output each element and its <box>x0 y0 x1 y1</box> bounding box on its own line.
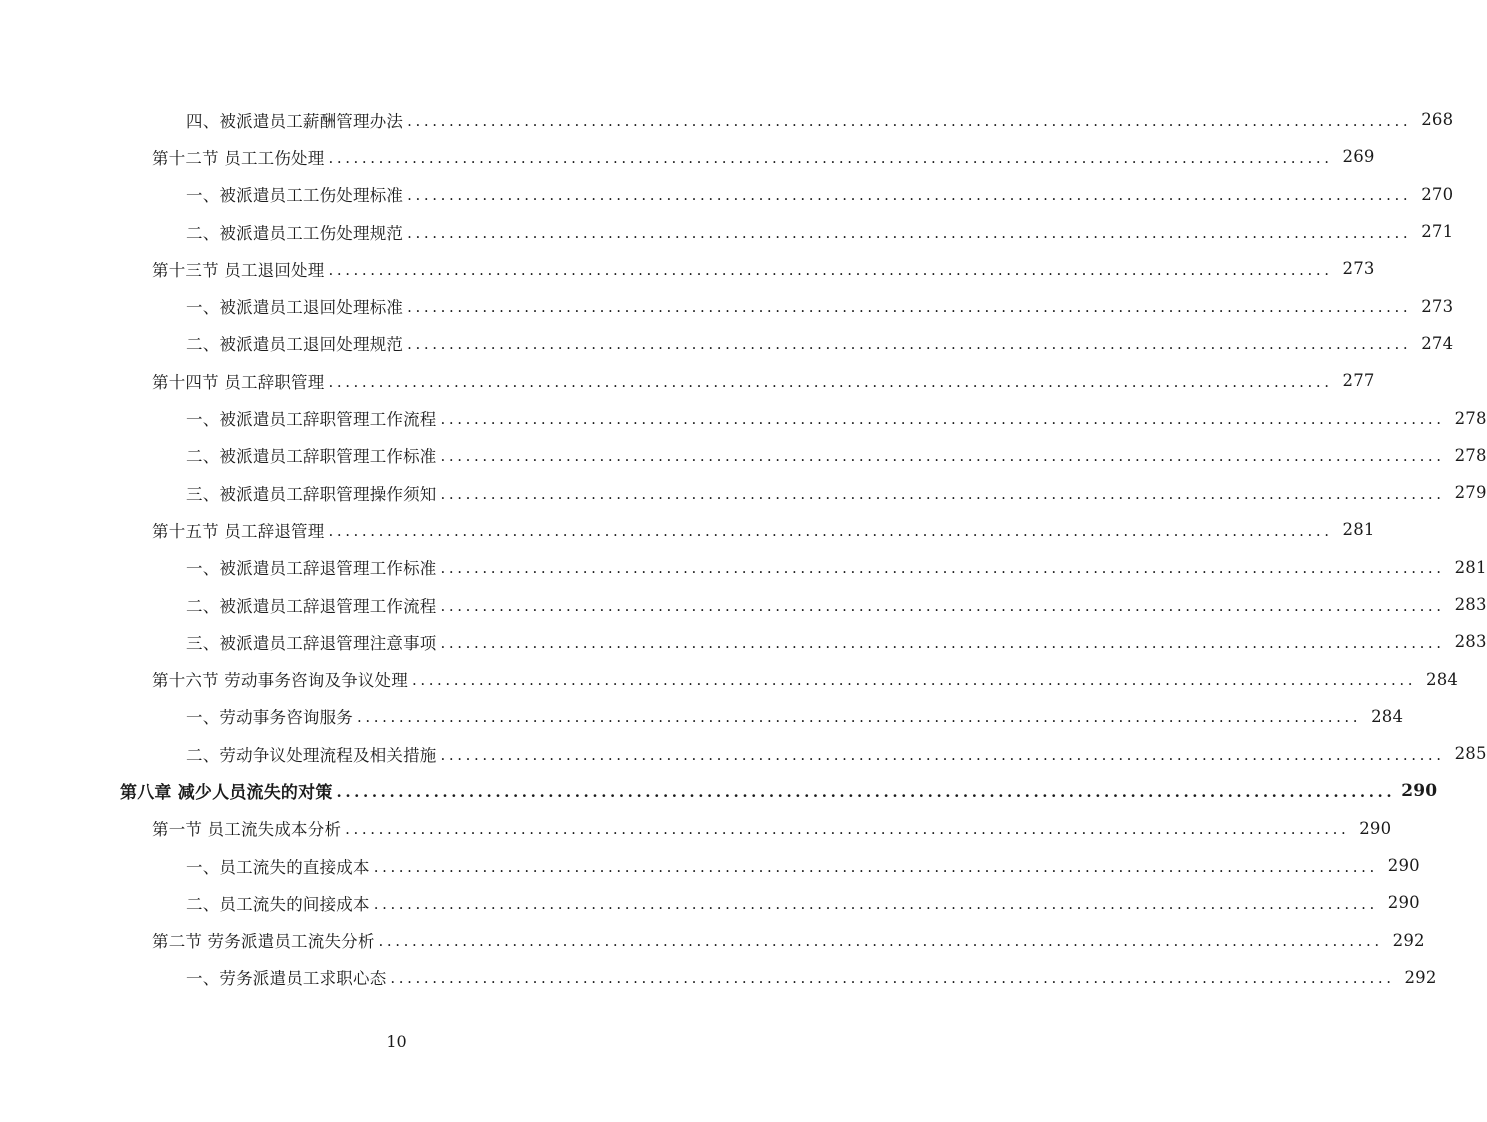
toc-entry-title: 二、劳动争议处理流程及相关措施 <box>186 745 437 765</box>
toc-page-number: 283 <box>1454 632 1487 652</box>
toc-entry-title: 第八章 减少人员流失的对策 <box>120 783 333 804</box>
toc-entry-title: 二、被派遣员工辞职管理工作标准 <box>186 447 437 467</box>
toc-entry-chapter[interactable] <box>0 772 1438 809</box>
toc-entry-title: 一、劳务派遣员工求职心态 <box>186 969 387 989</box>
toc-entry-item[interactable] <box>0 176 1454 213</box>
toc-entry-item[interactable] <box>0 698 1404 735</box>
toc-entry-title: 三、被派遣员工辞职管理操作须知 <box>186 484 437 504</box>
toc-entry-title: 一、被派遣员工工伤处理标准 <box>186 186 404 206</box>
toc-page-number: 283 <box>1454 595 1487 614</box>
toc-dot-leader: ........................................................................................................................ <box>373 857 1378 876</box>
toc-page-number: 290 <box>1401 780 1438 801</box>
toc-entry-title: 第一节 员工流失成本分析 <box>152 820 342 840</box>
toc-dot-leader: ........................................................................................................................ <box>328 521 1333 540</box>
toc-page-number: 268 <box>1421 110 1454 130</box>
toc-page-number: 290 <box>1387 893 1420 913</box>
toc-dot-leader: ........................................................................................................................ <box>440 559 1445 578</box>
toc-dot-leader: ........................................................................................................................ <box>328 372 1333 391</box>
toc-entry-item[interactable] <box>0 287 1454 324</box>
toc-entry-item[interactable] <box>0 586 1487 623</box>
toc-entry-section[interactable] <box>0 922 1425 959</box>
toc-dot-leader: ........................................................................................................................ <box>407 298 1412 317</box>
toc-entry-item[interactable] <box>0 474 1487 511</box>
toc-dot-leader: ........................................................................................................................ <box>440 484 1445 503</box>
toc-dot-leader: ........................................................................................................................ <box>345 820 1350 839</box>
toc-dot-leader: ........................................................................................................................ <box>440 745 1445 764</box>
toc-page-number: 271 <box>1421 222 1454 242</box>
toc-dot-leader: ........................................................................................................................ <box>407 335 1412 354</box>
toc-entry-item[interactable] <box>0 101 1454 138</box>
toc-entry-item[interactable] <box>0 884 1420 921</box>
toc-entry-section[interactable] <box>0 660 1459 697</box>
toc-dot-leader: ........................................................................................................................ <box>407 186 1412 205</box>
toc-entry-item[interactable] <box>0 549 1487 586</box>
toc-entry-title: 第十六节 劳动事务咨询及争议处理 <box>152 671 408 691</box>
toc-entry-title: 一、劳动事务咨询服务 <box>186 708 353 728</box>
toc-entry-item[interactable] <box>0 959 1437 996</box>
toc-page-number: 274 <box>1421 333 1454 353</box>
toc-page-number: 292 <box>1404 967 1437 987</box>
toc-page-number: 292 <box>1392 930 1425 950</box>
toc-dot-leader: ........................................................................................................................ <box>440 447 1445 466</box>
toc-dot-leader: ........................................................................................................................ <box>373 894 1378 913</box>
toc-page-number: 269 <box>1342 147 1375 167</box>
toc-entry-title: 第十三节 员工退回处理 <box>152 260 325 280</box>
page-number: 10 <box>386 1032 407 1051</box>
toc-entry-title: 三、被派遣员工辞退管理注意事项 <box>186 633 437 653</box>
toc-dot-leader: ........................................................................................................................ <box>440 410 1445 429</box>
toc-entry-title: 二、被派遣员工退回处理规范 <box>186 335 404 355</box>
toc-page-number: 290 <box>1387 856 1420 876</box>
toc-dot-leader: ........................................................................................................................ <box>407 111 1412 130</box>
toc-page-number: 270 <box>1421 184 1454 204</box>
toc-entry-title: 二、被派遣员工工伤处理规范 <box>186 223 404 243</box>
toc-entry-section[interactable] <box>0 511 1375 548</box>
toc-entry-section[interactable] <box>0 362 1375 399</box>
toc-page-number: 284 <box>1371 706 1404 726</box>
toc-page-number: 273 <box>1342 259 1375 279</box>
toc-page-number: 273 <box>1421 296 1454 316</box>
toc-dot-leader: ........................................................................................................................ <box>390 969 1395 988</box>
toc-dot-leader: ........................................................................................................................ <box>407 223 1412 242</box>
toc-page-number: 290 <box>1359 818 1392 838</box>
toc-dot-leader: ........................................................................................................................ <box>440 633 1445 652</box>
toc-page-number: 278 <box>1454 445 1487 465</box>
toc-entry-title: 第十五节 员工辞退管理 <box>152 521 325 541</box>
toc-entry-section[interactable] <box>0 250 1375 287</box>
toc-entry-title: 二、员工流失的间接成本 <box>186 894 370 914</box>
toc-entry-item[interactable] <box>0 437 1487 474</box>
table-of-contents <box>0 101 1487 996</box>
toc-entry-item[interactable] <box>0 623 1487 660</box>
toc-entry-title: 二、被派遣员工辞退管理工作流程 <box>186 596 437 616</box>
toc-page-number: 277 <box>1342 371 1375 391</box>
toc-entry-title: 第十四节 员工辞职管理 <box>152 372 325 392</box>
toc-entry-title: 第二节 劳务派遣员工流失分析 <box>152 932 375 952</box>
toc-entry-title: 第十二节 员工工伤处理 <box>152 148 325 168</box>
toc-page-number: 279 <box>1454 483 1487 503</box>
toc-entry-title: 一、员工流失的直接成本 <box>186 857 370 877</box>
toc-dot-leader: ........................................................................................................................ <box>328 260 1333 279</box>
toc-page-number: 281 <box>1342 520 1375 540</box>
toc-page-number: 278 <box>1454 408 1487 428</box>
toc-dot-leader: ........................................................................................................................ <box>357 708 1362 727</box>
toc-entry-title: 一、被派遣员工辞职管理工作流程 <box>186 410 437 430</box>
toc-dot-leader: ........................................................................................................................ <box>336 782 1396 801</box>
toc-entry-title: 一、被派遣员工辞退管理工作标准 <box>186 559 437 579</box>
toc-page-number: 284 <box>1426 669 1459 689</box>
toc-entry-title: 一、被派遣员工退回处理标准 <box>186 298 404 318</box>
toc-dot-leader: ........................................................................................................................ <box>328 148 1333 167</box>
toc-entry-item[interactable] <box>0 325 1454 362</box>
toc-entry-section[interactable] <box>0 810 1392 847</box>
toc-entry-item[interactable] <box>0 847 1420 884</box>
toc-dot-leader: ........................................................................................................................ <box>378 932 1383 951</box>
toc-page-number: 281 <box>1454 557 1487 577</box>
toc-entry-item[interactable] <box>0 735 1487 772</box>
toc-entry-item[interactable] <box>0 213 1454 250</box>
toc-dot-leader: ........................................................................................................................ <box>411 671 1417 690</box>
toc-entry-section[interactable] <box>0 138 1375 175</box>
toc-page-number: 285 <box>1454 744 1487 764</box>
toc-entry-item[interactable] <box>0 399 1487 436</box>
toc-dot-leader: ........................................................................................................................ <box>440 596 1445 615</box>
toc-entry-title: 四、被派遣员工薪酬管理办法 <box>186 111 404 131</box>
